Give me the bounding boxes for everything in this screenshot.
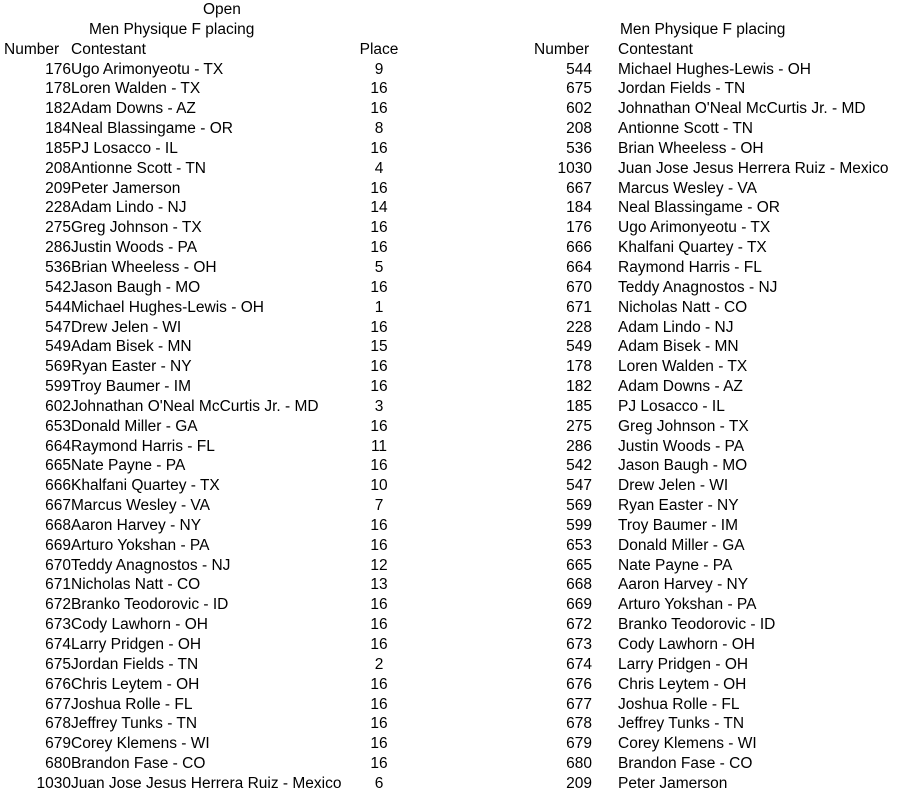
cell-number: 542 xyxy=(566,457,592,475)
table-body-by-number xyxy=(0,60,409,794)
cell-number: 673 xyxy=(566,636,592,653)
cell-number: 275 xyxy=(45,219,71,237)
table-row xyxy=(0,456,409,476)
table-row xyxy=(530,298,900,318)
cell-number: 669 xyxy=(45,536,71,554)
cell-place: 3 xyxy=(374,397,384,415)
cell-number: 666 xyxy=(566,239,592,257)
table-row xyxy=(530,119,900,139)
cell-number: 569 xyxy=(566,497,592,515)
cell-place: 16 xyxy=(370,536,388,554)
cell-number: 185 xyxy=(45,139,71,157)
table-row xyxy=(530,377,900,397)
cell-contestant: Jason Baugh - MO xyxy=(618,457,748,475)
cell-contestant: Aaron Harvey - NY xyxy=(618,576,749,594)
cell-contestant: Peter Jamerson xyxy=(618,774,728,792)
division-title-row xyxy=(0,0,450,20)
cell-contestant: Adam Bisek - MN xyxy=(71,338,192,356)
cell-contestant: Donald Miller - GA xyxy=(71,417,198,435)
table-row xyxy=(530,595,900,615)
table-row xyxy=(0,476,409,496)
cell-place: 5 xyxy=(374,258,384,276)
cell-contestant: Khalfani Quartey - TX xyxy=(618,239,767,257)
cell-contestant: Larry Pridgen - OH xyxy=(618,655,749,673)
table-row xyxy=(530,575,900,595)
cell-place: 14 xyxy=(370,199,388,217)
cell-contestant: Justin Woods - PA xyxy=(618,437,745,455)
cell-number: 672 xyxy=(566,616,592,634)
cell-place: 6 xyxy=(374,774,384,792)
cell-contestant: PJ Losacco - IL xyxy=(71,139,178,157)
placing-table-by-number xyxy=(0,40,409,794)
cell-contestant: Nicholas Natt - CO xyxy=(71,576,201,594)
cell-place: 16 xyxy=(370,457,388,475)
cell-place: 13 xyxy=(370,576,388,594)
cell-contestant: Adam Lindo - NJ xyxy=(618,318,734,336)
table-row xyxy=(0,337,409,357)
table-row xyxy=(530,238,900,258)
table-row xyxy=(0,615,409,635)
cell-contestant: Cody Lawhorn - OH xyxy=(71,616,208,634)
cell-contestant: Jason Baugh - MO xyxy=(71,278,201,296)
cell-contestant: Antionne Scott - TN xyxy=(618,120,753,138)
cell-number: 602 xyxy=(566,100,592,118)
cell-contestant: Jeffrey Tunks - TN xyxy=(618,715,745,733)
table-row xyxy=(0,675,409,695)
cell-number: 680 xyxy=(566,755,592,773)
cell-number: 675 xyxy=(45,655,71,673)
table-row xyxy=(530,417,900,437)
cell-place: 16 xyxy=(370,239,388,257)
cell-number: 275 xyxy=(566,417,592,435)
cell-contestant: Joshua Rolle - FL xyxy=(71,695,193,713)
cell-number: 208 xyxy=(45,159,71,177)
cell-number: 665 xyxy=(566,556,592,574)
cell-number: 671 xyxy=(566,298,592,316)
table-row xyxy=(530,99,900,119)
table-row xyxy=(530,60,900,80)
table-row xyxy=(530,675,900,695)
cell-number: 544 xyxy=(45,298,71,316)
table-row xyxy=(0,79,409,99)
cell-place: 7 xyxy=(374,497,384,515)
table-row xyxy=(0,377,409,397)
table-row xyxy=(0,198,409,218)
cell-place: 8 xyxy=(374,120,384,138)
cell-place: 4 xyxy=(374,159,384,177)
table-row xyxy=(0,774,409,794)
cell-contestant: Troy Baumer - IM xyxy=(71,378,191,396)
cell-number: 542 xyxy=(45,278,71,296)
cell-number: 678 xyxy=(45,715,71,733)
cell-number: 184 xyxy=(45,120,71,138)
cell-contestant: Peter Jamerson xyxy=(71,179,181,197)
table-row xyxy=(530,278,900,298)
event-title-row xyxy=(0,20,450,40)
cell-number: 536 xyxy=(566,139,592,157)
cell-contestant: Ryan Easter - NY xyxy=(71,358,192,376)
table-row xyxy=(0,496,409,516)
cell-place: 9 xyxy=(374,60,384,78)
table-row xyxy=(0,119,409,139)
table-row xyxy=(530,655,900,675)
cell-number: 228 xyxy=(45,199,71,217)
table-row xyxy=(0,417,409,437)
table-row xyxy=(0,595,409,615)
cell-number: 664 xyxy=(566,258,592,276)
column-header-number: Number xyxy=(4,40,60,58)
cell-contestant: Cody Lawhorn - OH xyxy=(618,636,755,653)
cell-contestant: Nate Payne - PA xyxy=(618,556,733,574)
event-title-row-right xyxy=(530,20,900,40)
cell-place: 11 xyxy=(370,437,388,455)
cell-contestant: Nate Payne - PA xyxy=(71,457,186,475)
cell-number: 228 xyxy=(566,318,592,336)
cell-number: 1030 xyxy=(36,774,71,792)
cell-place: 16 xyxy=(370,616,388,634)
cell-place: 16 xyxy=(370,358,388,376)
cell-number: 549 xyxy=(45,338,71,356)
cell-number: 674 xyxy=(566,655,592,673)
cell-number: 671 xyxy=(45,576,71,594)
cell-contestant: Corey Klemens - WI xyxy=(618,735,757,753)
table-row xyxy=(0,357,409,377)
cell-contestant: Antionne Scott - TN xyxy=(71,159,206,177)
cell-number: 569 xyxy=(45,358,71,376)
cell-contestant: Joshua Rolle - FL xyxy=(618,695,740,713)
table-row xyxy=(530,774,900,794)
cell-contestant: Adam Bisek - MN xyxy=(618,338,739,356)
cell-contestant: Arturo Yokshan - PA xyxy=(618,596,757,614)
table-row xyxy=(0,258,409,278)
cell-contestant: Troy Baumer - IM xyxy=(618,516,738,534)
cell-place: 2 xyxy=(374,655,384,673)
cell-place: 15 xyxy=(370,338,388,356)
table-row xyxy=(530,536,900,556)
table-row xyxy=(0,714,409,734)
cell-number: 286 xyxy=(566,437,592,455)
table-row xyxy=(530,556,900,576)
cell-number: 669 xyxy=(566,596,592,614)
cell-contestant: Johnathan O'Neal McCurtis Jr. - MD xyxy=(71,397,319,415)
cell-place: 16 xyxy=(370,318,388,336)
cell-contestant: Raymond Harris - FL xyxy=(71,437,215,455)
cell-place: 16 xyxy=(370,596,388,614)
cell-number: 676 xyxy=(566,675,592,693)
cell-number: 182 xyxy=(566,378,592,396)
cell-number: 599 xyxy=(45,378,71,396)
cell-number: 653 xyxy=(566,536,592,554)
table-row xyxy=(0,139,409,159)
column-header-contestant: Contestant xyxy=(71,40,146,58)
cell-contestant: Jeffrey Tunks - TN xyxy=(71,715,198,733)
table-row xyxy=(530,456,900,476)
cell-contestant: Adam Downs - AZ xyxy=(71,100,196,118)
table-header-row-right xyxy=(530,40,900,60)
table-row xyxy=(530,337,900,357)
cell-place: 16 xyxy=(370,219,388,237)
table-row xyxy=(530,159,900,179)
cell-number: 678 xyxy=(566,715,592,733)
cell-number: 670 xyxy=(45,556,71,574)
cell-number: 664 xyxy=(45,437,71,455)
cell-number: 178 xyxy=(566,358,592,376)
cell-number: 1030 xyxy=(557,159,592,177)
cell-number: 675 xyxy=(566,80,592,98)
table-row xyxy=(530,139,900,159)
table-row xyxy=(0,179,409,199)
cell-number: 667 xyxy=(566,179,592,197)
cell-place: 12 xyxy=(370,556,388,574)
cell-contestant: Brian Wheeless - OH xyxy=(618,139,764,157)
cell-contestant: Justin Woods - PA xyxy=(71,239,198,257)
table-row xyxy=(0,536,409,556)
cell-place: 1 xyxy=(374,298,384,316)
cell-contestant: Juan Jose Jesus Herrera Ruiz - Mexico xyxy=(71,774,342,792)
cell-contestant: Marcus Wesley - VA xyxy=(618,179,757,197)
cell-contestant: Larry Pridgen - OH xyxy=(71,636,202,653)
cell-place: 16 xyxy=(370,100,388,118)
cell-contestant: Nicholas Natt - CO xyxy=(618,298,748,316)
cell-number: 536 xyxy=(45,258,71,276)
cell-number: 673 xyxy=(45,616,71,634)
cell-contestant: Loren Walden - TX xyxy=(71,80,201,98)
cell-place: 16 xyxy=(370,735,388,753)
table-row xyxy=(530,258,900,278)
cell-contestant: PJ Losacco - IL xyxy=(618,397,725,415)
table-row xyxy=(0,99,409,119)
table-row xyxy=(530,397,900,417)
table-row xyxy=(530,695,900,715)
cell-number: 679 xyxy=(566,735,592,753)
cell-number: 670 xyxy=(566,278,592,296)
cell-number: 547 xyxy=(45,318,71,336)
cell-contestant: Aaron Harvey - NY xyxy=(71,516,202,534)
cell-number: 286 xyxy=(45,239,71,257)
cell-place: 16 xyxy=(370,278,388,296)
table-body-by-place xyxy=(530,60,900,794)
table-row xyxy=(0,238,409,258)
table-row xyxy=(0,734,409,754)
column-header-number-right: Number xyxy=(534,40,590,58)
cell-number: 549 xyxy=(566,338,592,356)
cell-number: 666 xyxy=(45,477,71,495)
table-header-row xyxy=(0,40,409,60)
table-row xyxy=(0,60,409,80)
cell-place: 16 xyxy=(370,179,388,197)
division-title: Open xyxy=(203,1,241,18)
cell-contestant: Greg Johnson - TX xyxy=(618,417,749,435)
table-row xyxy=(0,318,409,338)
title-spacer xyxy=(530,0,900,20)
cell-contestant: Adam Downs - AZ xyxy=(618,378,743,396)
cell-contestant: Donald Miller - GA xyxy=(618,536,745,554)
table-row xyxy=(0,695,409,715)
table-row xyxy=(0,655,409,675)
cell-number: 184 xyxy=(566,199,592,217)
table-row xyxy=(0,556,409,576)
cell-contestant: Branko Teodorovic - ID xyxy=(618,616,776,634)
column-header-place: Place xyxy=(359,40,399,58)
cell-contestant: Raymond Harris - FL xyxy=(618,258,762,276)
cell-number: 547 xyxy=(566,477,592,495)
table-row xyxy=(530,179,900,199)
table-row xyxy=(530,496,900,516)
table-row xyxy=(530,476,900,496)
cell-place: 16 xyxy=(370,139,388,157)
placing-panel-by-place xyxy=(530,0,900,794)
table-row xyxy=(530,218,900,238)
table-row xyxy=(530,615,900,635)
cell-place: 16 xyxy=(370,675,388,693)
cell-contestant: Drew Jelen - WI xyxy=(618,477,729,495)
cell-contestant: Teddy Anagnostos - NJ xyxy=(618,278,778,296)
cell-contestant: Jordan Fields - TN xyxy=(618,80,746,98)
table-row xyxy=(0,575,409,595)
cell-number: 668 xyxy=(566,576,592,594)
cell-number: 178 xyxy=(45,80,71,98)
cell-number: 176 xyxy=(566,219,592,237)
event-title-right: Men Physique F placing xyxy=(620,20,786,38)
cell-contestant: Teddy Anagnostos - NJ xyxy=(71,556,231,574)
cell-contestant: Ugo Arimonyeotu - TX xyxy=(71,60,224,78)
table-row xyxy=(530,198,900,218)
cell-place: 16 xyxy=(370,516,388,534)
cell-number: 209 xyxy=(45,179,71,197)
cell-contestant: Adam Lindo - NJ xyxy=(71,199,187,217)
table-row xyxy=(0,218,409,238)
cell-place: 16 xyxy=(370,378,388,396)
cell-contestant: Ugo Arimonyeotu - TX xyxy=(618,219,771,237)
cell-contestant: Neal Blassingame - OR xyxy=(618,199,780,217)
cell-number: 209 xyxy=(566,774,592,792)
cell-contestant: Corey Klemens - WI xyxy=(71,735,210,753)
event-title: Men Physique F placing xyxy=(89,20,255,38)
table-row xyxy=(0,278,409,298)
cell-number: 602 xyxy=(45,397,71,415)
cell-contestant: Marcus Wesley - VA xyxy=(71,497,210,515)
cell-number: 544 xyxy=(566,60,592,78)
table-row xyxy=(0,437,409,457)
cell-place: 16 xyxy=(370,695,388,713)
cell-place: 16 xyxy=(370,417,388,435)
cell-contestant: Arturo Yokshan - PA xyxy=(71,536,210,554)
table-row xyxy=(530,635,900,655)
cell-number: 653 xyxy=(45,417,71,435)
cell-place: 16 xyxy=(370,715,388,733)
cell-contestant: Neal Blassingame - OR xyxy=(71,120,233,138)
cell-number: 182 xyxy=(45,100,71,118)
table-row xyxy=(0,298,409,318)
cell-contestant: Branko Teodorovic - ID xyxy=(71,596,229,614)
table-row xyxy=(530,714,900,734)
column-header-contestant-right: Contestant xyxy=(618,40,693,58)
cell-contestant: Michael Hughes-Lewis - OH xyxy=(618,60,811,78)
cell-number: 185 xyxy=(566,397,592,415)
cell-place: 16 xyxy=(370,80,388,98)
cell-contestant: Michael Hughes-Lewis - OH xyxy=(71,298,264,316)
cell-number: 176 xyxy=(45,60,71,78)
table-row xyxy=(0,516,409,536)
table-row xyxy=(530,754,900,774)
table-row xyxy=(530,357,900,377)
table-row xyxy=(0,635,409,655)
cell-number: 599 xyxy=(566,516,592,534)
cell-contestant: Khalfani Quartey - TX xyxy=(71,477,220,495)
cell-number: 677 xyxy=(45,695,71,713)
table-row xyxy=(530,437,900,457)
cell-place: 16 xyxy=(370,636,388,653)
cell-number: 667 xyxy=(45,497,71,515)
cell-contestant: Ryan Easter - NY xyxy=(618,497,739,515)
cell-number: 676 xyxy=(45,675,71,693)
table-row xyxy=(530,318,900,338)
table-row xyxy=(530,79,900,99)
cell-contestant: Chris Leytem - OH xyxy=(71,675,200,693)
cell-number: 665 xyxy=(45,457,71,475)
cell-contestant: Brandon Fase - CO xyxy=(618,755,753,773)
cell-number: 679 xyxy=(45,735,71,753)
placing-table-by-place xyxy=(530,40,900,794)
cell-number: 677 xyxy=(566,695,592,713)
cell-contestant: Drew Jelen - WI xyxy=(71,318,182,336)
table-row xyxy=(0,397,409,417)
cell-number: 668 xyxy=(45,516,71,534)
cell-contestant: Johnathan O'Neal McCurtis Jr. - MD xyxy=(618,100,866,118)
cell-contestant: Loren Walden - TX xyxy=(618,358,748,376)
cell-number: 208 xyxy=(566,120,592,138)
cell-contestant: Jordan Fields - TN xyxy=(71,655,199,673)
cell-place: 16 xyxy=(370,755,388,773)
table-row xyxy=(530,734,900,754)
cell-contestant: Juan Jose Jesus Herrera Ruiz - Mexico xyxy=(618,159,889,177)
table-row xyxy=(530,516,900,536)
cell-place: 10 xyxy=(370,477,388,495)
cell-number: 680 xyxy=(45,755,71,773)
cell-number: 672 xyxy=(45,596,71,614)
cell-contestant: Chris Leytem - OH xyxy=(618,675,747,693)
cell-contestant: Greg Johnson - TX xyxy=(71,219,202,237)
table-row xyxy=(0,159,409,179)
table-row xyxy=(0,754,409,774)
cell-contestant: Brian Wheeless - OH xyxy=(71,258,217,276)
cell-number: 674 xyxy=(45,636,71,653)
cell-contestant: Brandon Fase - CO xyxy=(71,755,206,773)
